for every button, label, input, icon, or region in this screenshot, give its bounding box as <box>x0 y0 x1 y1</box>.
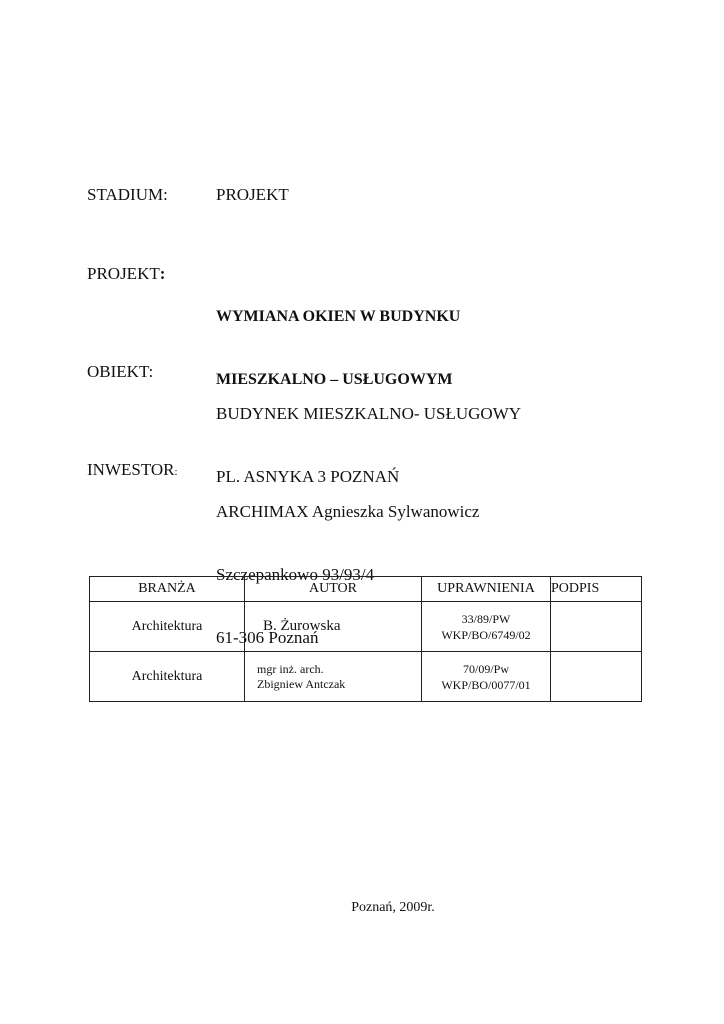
place-date: Poznań, 2009r. <box>351 900 435 915</box>
header-branza: BRANŻA <box>90 577 245 602</box>
obiekt-label: OBIEKT: <box>87 362 154 381</box>
inwestor-line-2: Szczepankowo 93/93/4 <box>216 565 375 584</box>
cell-uprawnienia <box>422 602 551 652</box>
table-row <box>90 652 642 702</box>
autor-name: B. Żurowska <box>263 618 341 634</box>
stadium-value: PROJEKT <box>216 185 289 204</box>
cell-autor <box>245 602 422 652</box>
cell-autor <box>245 652 422 702</box>
uprawnienia-line-1: 33/89/PW <box>461 611 511 626</box>
autor-name: Zbigniew Antczak <box>257 676 346 691</box>
cell-branza: Architektura <box>90 652 245 702</box>
obiekt-line-1: BUDYNEK MIESZKALNO- USŁUGOWY <box>216 404 522 423</box>
inwestor-label <box>87 459 178 483</box>
inwestor-line-1: ARCHIMAX Agnieszka Sylwanowicz <box>216 502 480 521</box>
table-header-row <box>90 577 642 602</box>
cell-uprawnienia <box>422 652 551 702</box>
credits-table <box>89 576 642 702</box>
projekt-label-colon: : <box>159 264 166 283</box>
header-uprawnienia: UPRAWNIENIA <box>422 577 551 602</box>
obiekt-line-2: PL. ASNYKA 3 POZNAŃ <box>216 467 400 486</box>
cell-podpis <box>551 652 642 702</box>
inwestor-label-colon: : <box>174 466 178 478</box>
uprawnienia-line-2: WKP/BO/0077/01 <box>441 677 531 692</box>
inwestor-label-text: INWESTOR <box>87 460 175 479</box>
projekt-line-1: WYMIANA OKIEN W BUDYNKU <box>216 308 461 325</box>
inwestor-line-3: 61-306 Poznań <box>216 628 319 647</box>
table-row <box>90 602 642 652</box>
uprawnienia-line-2: WKP/BO/6749/02 <box>441 627 531 642</box>
cell-podpis <box>551 602 642 652</box>
projekt-label <box>87 263 165 284</box>
autor-title: mgr inż. arch. <box>257 661 324 676</box>
projekt-line-2: MIESZKALNO – USŁUGOWYM <box>216 371 453 388</box>
uprawnienia-line-1: 70/09/Pw <box>462 661 509 676</box>
header-podpis: PODPIS <box>551 577 642 602</box>
cell-branza: Architektura <box>90 602 245 652</box>
stadium-label: STADIUM: <box>87 185 168 204</box>
header-autor: AUTOR <box>245 577 422 602</box>
projekt-label-text: PROJEKT <box>87 264 160 283</box>
